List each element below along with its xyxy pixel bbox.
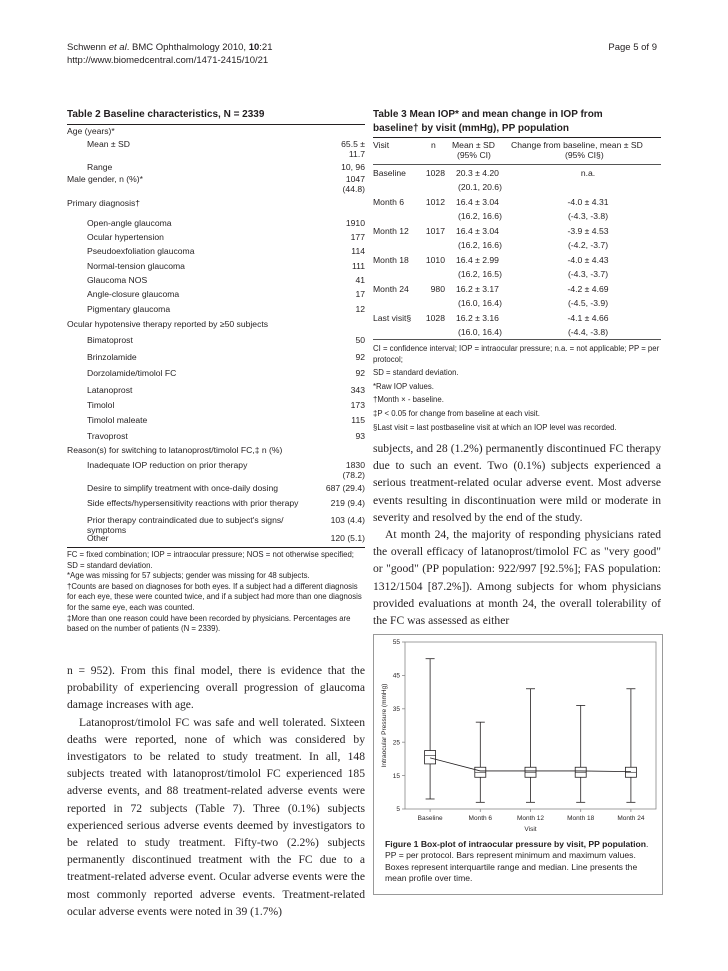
y-tick-label: 15 (392, 772, 400, 780)
row-label: Prior therapy contraindicated due to subject's signs/ (87, 515, 284, 525)
paragraph: At month 24, the majority of responding physicians rated the overall efficacy of latanoprost/timolol FC as "very good" or "good" (PP population: 922/997 [92.5%]; FAS population: 1312/1504 [87.2%]). Among subjects for whom physicians provided evaluations at month 24, the overall tolerability of the FC was assessed as either (373, 528, 661, 628)
row-label: Range (87, 162, 113, 172)
row-label: Side effects/hypersensitivity reactions with prior therapy (87, 498, 299, 508)
row-label: Normal-tension glaucoma (87, 261, 185, 271)
row-label: Timolol (87, 400, 115, 410)
col-change: Change from baseline, mean ± SD (511, 140, 643, 150)
page-number: Page 5 of 9 (608, 42, 657, 53)
footnote: SD = standard deviation. (373, 368, 459, 378)
cell-visit: Month 12 (373, 226, 409, 236)
col-mean: Mean ± SD (452, 140, 495, 150)
article-url: http://www.biomedcentral.com/1471-2415/10/21 (67, 55, 269, 66)
row-value: 111 (351, 261, 365, 271)
cell-change-ci: (-4.3, -3.7) (567, 269, 609, 279)
row-label: Glaucoma NOS (87, 275, 148, 285)
row-value-cont: (44.8) (342, 184, 365, 194)
cell-mean: 16.4 ± 3.04 (456, 226, 499, 236)
right-body-text (373, 440, 661, 629)
y-tick-label: 45 (392, 672, 400, 680)
cell-change: -3.9 ± 4.53 (567, 226, 609, 236)
table-3-body (373, 165, 661, 339)
cell-n: 1028 (425, 168, 445, 178)
y-tick-label: 5 (396, 806, 400, 814)
row-label: Bimatoprost (87, 335, 133, 345)
cell-mean-ci: (16.2, 16.5) (458, 269, 502, 279)
row-label-cont: symptoms (87, 525, 127, 535)
footnote: ‡P < 0.05 for change from baseline at each visit. (373, 408, 540, 418)
row-value: 219 (9.4) (330, 498, 365, 508)
cell-change-ci: (-4.4, -3.8) (567, 327, 609, 337)
footnote: §Last visit = last postbaseline visit at which an IOP level was recorded. (373, 422, 617, 432)
table-2-footnotes (67, 550, 365, 635)
x-tick-label: Month 18 (567, 815, 595, 822)
cell-mean-ci: (16.2, 16.6) (458, 240, 502, 250)
col-change-ci: (95% CI§) (565, 150, 604, 160)
row-label: Age (years)* (67, 126, 115, 136)
row-value: 93 (355, 431, 365, 441)
page-header (67, 41, 667, 67)
cell-visit: Month 24 (373, 284, 409, 294)
row-label: Latanoprost (87, 385, 133, 395)
row-value: 10, 96 (341, 162, 365, 172)
row-label: Primary diagnosis† (67, 198, 141, 208)
row-value: 120 (5.1) (330, 533, 365, 543)
paragraph: n = 952). From this final model, there is evidence that the probability of experiencing overall progression of glaucoma damage increases with age. (67, 664, 365, 712)
cell-n: 980 (430, 284, 445, 294)
row-label: Pseudoexfoliation glaucoma (87, 246, 195, 256)
footnote: †Counts are based on diagnoses for both eyes. If a subject had a different diagnosis for each eye, these were counted twice, and if a subject had more than one diagnosis for the same eye, each was counted. (67, 581, 362, 612)
cell-change-ci: (-4.3, -3.8) (567, 211, 609, 221)
row-label: Ocular hypotensive therapy reported by ≥50 subjects (67, 319, 269, 329)
row-value: 92 (355, 368, 365, 378)
table-3-footnotes (373, 344, 661, 436)
footnote: †Month × - baseline. (373, 395, 444, 405)
col-visit: Visit (373, 140, 390, 150)
cell-change: -4.2 ± 4.69 (567, 284, 609, 294)
table-3-title: Table 3 Mean IOP* and mean change in IOP from baseline† by visit (mmHg), PP population (373, 109, 603, 134)
row-label: Desire to simplify treatment with once-daily dosing (87, 483, 279, 493)
cell-change: -4.0 ± 4.43 (567, 255, 609, 265)
citation: Schwenn et al. BMC Ophthalmology 2010, 10:21 (67, 42, 273, 53)
iop-boxplot (374, 635, 660, 835)
x-tick-label: Month 12 (516, 815, 545, 822)
y-axis-label: Intraocular Pressure (mmHg) (381, 683, 388, 768)
row-value: 41 (355, 275, 365, 285)
table-2 (67, 108, 365, 122)
row-label: Dorzolamide/timolol FC (87, 368, 177, 378)
row-value-cont: (78.2) (342, 470, 365, 480)
box (425, 751, 436, 764)
row-value: 92 (355, 352, 365, 362)
row-label: Reason(s) for switching to latanoprost/timolol FC,‡ n (%) (67, 445, 283, 455)
row-value-cont: 11.7 (348, 149, 365, 159)
row-value: 1910 (345, 218, 365, 228)
cell-mean: 16.4 ± 3.04 (456, 197, 499, 207)
table-2-body (67, 126, 365, 554)
x-axis-label: Visit (524, 826, 537, 833)
row-label: Inadequate IOP reduction on prior therapy (87, 460, 248, 470)
row-value: 12 (355, 304, 365, 314)
cell-mean: 16.4 ± 2.99 (456, 255, 499, 265)
footnote: *Age was missing for 57 subjects; gender was missing for 48 subjects. (67, 571, 310, 581)
y-tick-label: 25 (392, 739, 400, 747)
row-value: 17 (355, 289, 365, 299)
x-tick-label: Month 24 (617, 815, 645, 822)
row-value: 687 (29.4) (325, 483, 365, 493)
paragraph: Latanoprost/timolol FC was safe and well tolerated. Sixteen deaths were reported, none of which was considered by investigators to be related to study treatment. In all, 148 subjects treated with latanoprost/timolol FC experienced 185 adverse events, and 88 treatment-related adverse events were reported in 72 subjects (Table 7). Three (0.1%) subjects experienced serious adverse events deemed by investigators to be related to study treatment. Fifty-two (2.2%) subjects permanently discontinued treatment with the FC due to a treatment-related adverse event. Ocular adverse events were the most commonly reported adverse events. Treatment-related ocular adverse events were noted in 39 (1.7%) (67, 715, 365, 918)
cell-mean-ci: (16.0, 16.4) (458, 327, 502, 337)
row-value: 173 (350, 400, 365, 410)
y-tick-label: 55 (392, 639, 400, 647)
row-label: Ocular hypertension (87, 232, 164, 242)
col-n: n (431, 140, 436, 150)
row-label: Pigmentary glaucoma (87, 304, 171, 314)
footnote: FC = fixed combination; IOP = intraocular pressure; NOS = not otherwise specified; SD = standard deviation. (67, 550, 354, 570)
cell-visit: Month 18 (373, 255, 409, 265)
cell-mean-ci: (16.2, 16.6) (458, 211, 502, 221)
cell-mean: 16.2 ± 3.16 (456, 313, 499, 323)
row-value: 50 (355, 335, 365, 345)
row-label: Male gender, n (%)* (67, 174, 143, 184)
table-2-title: Table 2 Baseline characteristics, N = 2339 (67, 109, 265, 120)
row-label: Brinzolamide (87, 352, 137, 362)
row-label: Timolol maleate (87, 415, 148, 425)
figure-1 (373, 634, 663, 895)
cell-n: 1017 (425, 226, 445, 236)
row-label: Mean ± SD (87, 139, 130, 149)
row-label: Travoprost (87, 431, 128, 441)
cell-change-ci: (-4.2, -3.7) (567, 240, 609, 250)
cell-mean-ci: (16.0, 16.4) (458, 298, 502, 308)
row-value: 103 (4.4) (330, 515, 365, 525)
col-mean-ci: (95% CI) (457, 150, 491, 160)
cell-mean: 20.3 ± 4.20 (456, 168, 499, 178)
cell-change: -4.0 ± 4.31 (567, 197, 609, 207)
x-tick-label: Baseline (417, 815, 443, 822)
cell-visit: Baseline (373, 168, 406, 178)
y-tick-label: 35 (392, 706, 400, 713)
row-value: 65.5 ± (341, 139, 365, 149)
cell-change: -4.1 ± 4.66 (567, 313, 609, 323)
cell-change: n.a. (580, 168, 596, 178)
row-value: 1830 (345, 460, 365, 470)
paragraph: subjects, and 28 (1.2%) permanently discontinued FC therapy due to such an event. Two (0.1%) subjects experienced a serious treatment-related ocular adverse event. Most adverse events resulting in discontinuation were mild or moderate in severity and resolved by the end of the study. (373, 442, 661, 524)
cell-change-ci: (-4.5, -3.9) (567, 298, 609, 308)
figure-1-caption: Figure 1 Box-plot of intraocular pressure by visit, PP population. PP = per protocol. Bars represent minimum and maximum values. Boxes represent interquartile range and median. Line presents the mean profile over time. (385, 839, 649, 883)
row-label: Angle-closure glaucoma (87, 289, 180, 299)
cell-visit: Last visit§ (373, 313, 412, 323)
row-label: Other (87, 533, 109, 543)
row-label: Open-angle glaucoma (87, 218, 172, 228)
row-value: 343 (350, 385, 365, 395)
row-value: 177 (350, 232, 365, 242)
cell-mean-ci: (20.1, 20.6) (458, 182, 502, 192)
footnote: CI = confidence interval; IOP = intraocular pressure; n.a. = not applicable; PP = per protocol; (373, 344, 660, 364)
cell-n: 1010 (425, 255, 445, 265)
cell-n: 1012 (425, 197, 445, 207)
row-value: 115 (351, 415, 365, 425)
left-body-text (67, 662, 365, 920)
row-value: 114 (351, 246, 365, 256)
x-tick-label: Month 6 (468, 815, 493, 822)
cell-mean: 16.2 ± 3.17 (456, 284, 499, 294)
cell-n: 1028 (425, 313, 445, 323)
cell-visit: Month 6 (373, 197, 405, 207)
footnote: ‡More than one reason could have been recorded by physicians. Percentages are based on the number of patients (N = 2339). (67, 613, 351, 634)
row-value: 1047 (345, 174, 365, 184)
footnote: *Raw IOP values. (373, 381, 434, 391)
